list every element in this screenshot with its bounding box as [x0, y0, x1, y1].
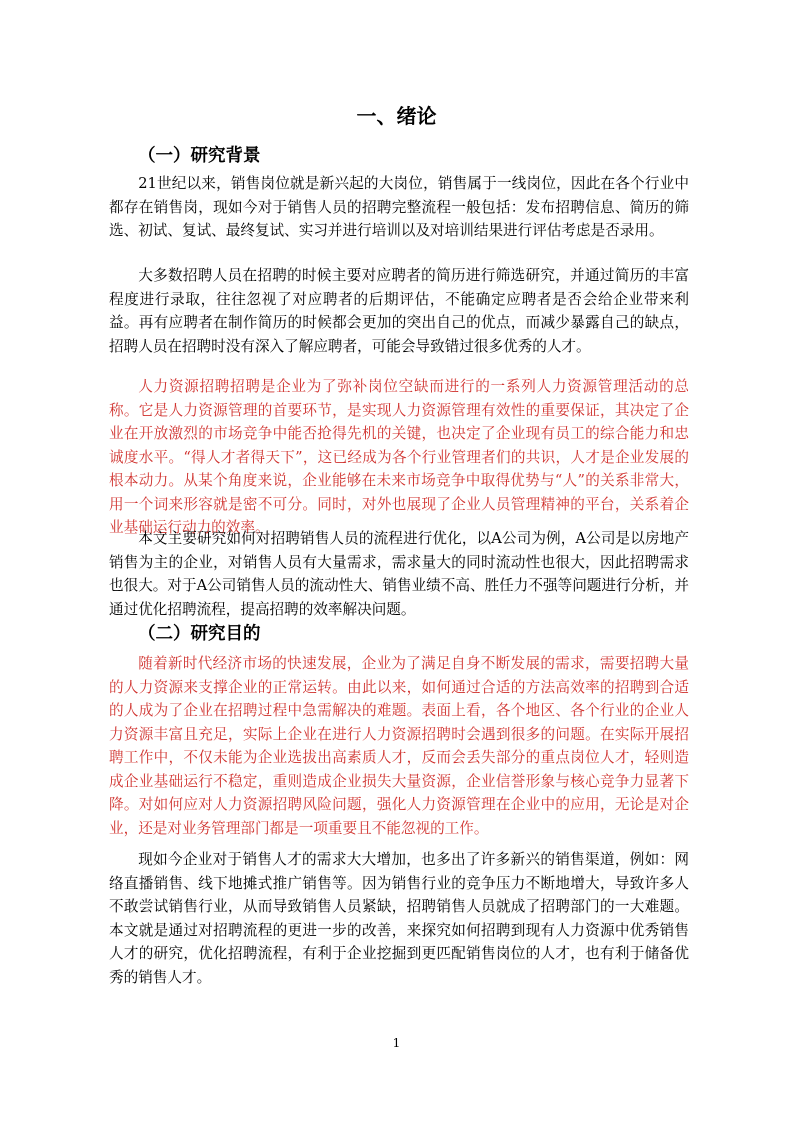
page-number: 1 — [392, 1036, 401, 1050]
paragraph-purpose-1: 随着新时代经济市场的快速发展，企业为了满足自身不断发展的需求，需要招聘大量的人力资源来支撑企业的正常运转。由此以来，如何通过合适的方法高效率的招聘到合适的人成为了企业在招聘过程中急需解决的难题。表面上看，各个地区、各个行业的企业人力资源丰富且充足，实际上企业在进行人力资源招聘时会遇到很多的问题。在实际开展招聘工作中，不仅未能为企业选拔出高素质人才，反而会丢失部分的重点岗位人才，轻则造成企业基础运行不稳定，重则造成企业损失大量资源，企业信誉形象与核心竞争力显著下降。对如何应对人力资源招聘风险问题，强化人力资源管理在企业中的应用，无论是对企业，还是对业务管理部门都是一项重要且不能忽视的工作。 — [109, 655, 689, 837]
paragraph-background-2: 大多数招聘人员在招聘的时候主要对应聘者的简历进行筛选研究，并通过简历的丰富程度进行录取，往往忽视了对应聘者的后期评估，不能确定应聘者是否会给企业带来利益。再有应聘者在制作简历的时候都会更加的突出自己的优点，而减少暴露自己的缺点，招聘人员在招聘时没有深入了解应聘者，可能会导致错过很多优秀的人才。 — [109, 267, 689, 355]
section-title-purpose: （二）研究目的 — [138, 624, 261, 644]
chapter-title: 一、绪论 — [356, 104, 437, 128]
paragraph-background-3: 人力资源招聘招聘是企业为了弥补岗位空缺而进行的一系列人力资源管理活动的总称。它是人力资源管理的首要环节，是实现人力资源管理有效性的重要保证，其决定了企业在开放激烈的市场竞争中能否抢得先机的关键，也决定了企业现有员工的综合能力和忠诚度水平。“得人才者得天下”，这已经成为各个行业管理者们的共识，人才是企业发展的根本动力。从某个角度来说，企业能够在未来市场竞争中取得优势与“人”的关系非常大，用一个词来形容就是密不可分。同时，对外也展现了企业人员管理精神的平台，关系着企业基础运行动力的效率。 — [109, 378, 689, 536]
section-title-background: （一）研究背景 — [138, 146, 261, 166]
paragraph-purpose-2: 现如今企业对于销售人才的需求大大增加，也多出了许多新兴的销售渠道，例如：网络直播销售、线下地摊式推广销售等。因为销售行业的竞争压力不断地增大，导致许多人不敢尝试销售行业，从而导致销售人员紧缺，招聘销售人员就成了招聘部门的一大难题。本文就是通过对招聘流程的更进一步的改善，来探究如何招聘到现有人力资源中优秀销售人才的研究，优化招聘流程，有利于企业挖掘到更匹配销售岗位的人才，也有利于储备优秀的销售人才。 — [109, 851, 689, 986]
paragraph-background-4: 本文主要研究如何对招聘销售人员的流程进行优化，以A公司为例，A公司是以房地产销售为主的企业，对销售人员有大量需求，需求量大的同时流动性也很大，因此招聘需求也很大。对于A公司销售人员的流动性大、销售业绩不高、胜任力不强等问题进行分析，并通过优化招聘流程，提高招聘的效率解决问题。 — [109, 530, 689, 618]
paragraph-background-1: 21世纪以来，销售岗位就是新兴起的大岗位，销售属于一线岗位，因此在各个行业中都存在销售岗，现如今对于销售人员的招聘完整流程一般包括：发布招聘信息、简历的筛选、初试、复试、最终复试、实习并进行培训以及对培训结果进行评估考虑是否录用。 — [109, 175, 689, 239]
